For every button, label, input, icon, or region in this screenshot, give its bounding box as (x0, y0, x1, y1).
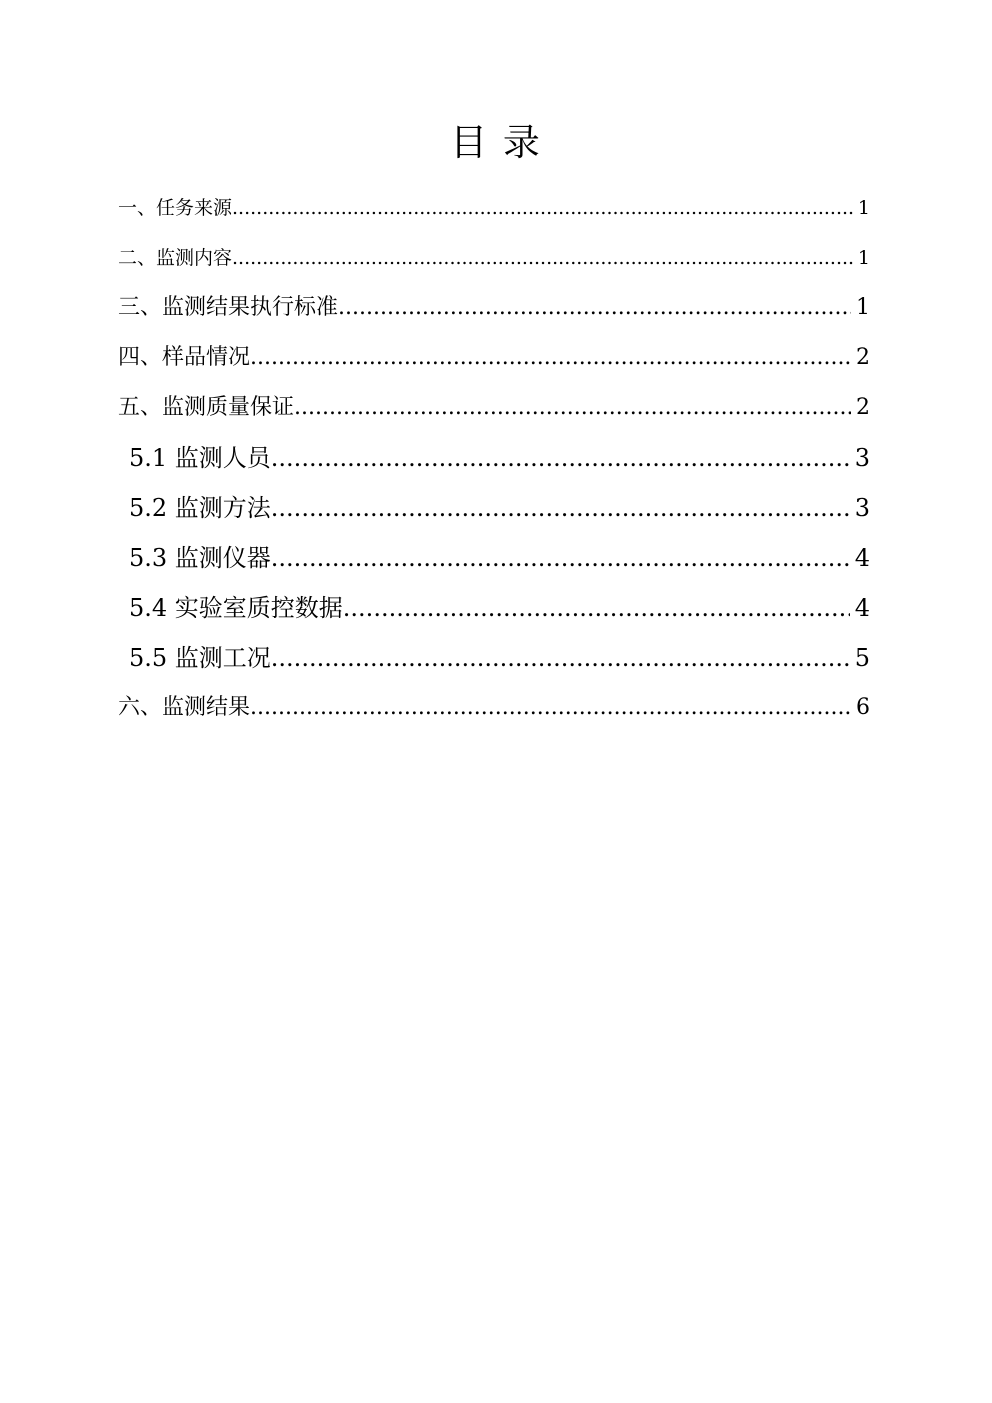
dot-leader (271, 533, 850, 583)
toc-entry-page: 4 (854, 594, 870, 622)
toc-list (118, 183, 870, 733)
dot-leader (271, 633, 850, 683)
toc-entry[interactable] (118, 183, 870, 233)
dot-leader (250, 683, 851, 733)
toc-entry[interactable] (118, 633, 870, 683)
toc-entry-label: 一、任务来源 (118, 197, 233, 219)
toc-entry[interactable] (118, 483, 870, 533)
toc-entry[interactable] (118, 433, 870, 483)
toc-entry-page: 3 (854, 444, 870, 472)
toc-entry-page: 6 (856, 695, 870, 720)
dot-leader (294, 383, 851, 433)
dot-leader (232, 183, 853, 233)
toc-entry-label: 5.5 监测工况 (129, 644, 271, 672)
dot-leader (250, 333, 851, 383)
dot-leader (343, 583, 850, 633)
toc-entry-label: 三、监测结果执行标准 (118, 295, 339, 320)
toc-entry-page: 5 (854, 644, 870, 672)
dot-leader (271, 483, 850, 533)
toc-entry-label: 六、监测结果 (118, 695, 251, 720)
toc-entry-label: 5.1 监测人员 (129, 444, 271, 472)
toc-entry-label: 五、监测质量保证 (118, 395, 295, 420)
toc-entry[interactable] (118, 683, 870, 733)
toc-entry-label: 四、样品情况 (118, 345, 251, 370)
toc-entry[interactable] (118, 533, 870, 583)
toc-entry[interactable] (118, 233, 870, 283)
toc-entry-page: 4 (854, 544, 870, 572)
toc-entry[interactable] (118, 333, 870, 383)
toc-entry-page: 2 (856, 395, 870, 420)
toc-entry-label: 二、监测内容 (118, 247, 233, 269)
toc-entry-page: 1 (857, 247, 870, 269)
dot-leader (271, 433, 850, 483)
page-title: 目 录 (450, 121, 542, 164)
toc-entry[interactable] (118, 383, 870, 433)
dot-leader (232, 233, 853, 283)
dot-leader (338, 283, 851, 333)
toc-entry-label: 5.3 监测仪器 (129, 544, 271, 572)
toc-entry-page: 1 (856, 295, 870, 320)
toc-entry-label: 5.4 实验室质控数据 (129, 594, 343, 622)
toc-entry-page: 3 (854, 494, 870, 522)
toc-entry[interactable] (118, 583, 870, 633)
toc-entry-page: 2 (856, 345, 870, 370)
toc-entry-page: 1 (857, 197, 870, 219)
toc-entry-label: 5.2 监测方法 (129, 494, 271, 522)
toc-entry[interactable] (118, 283, 870, 333)
